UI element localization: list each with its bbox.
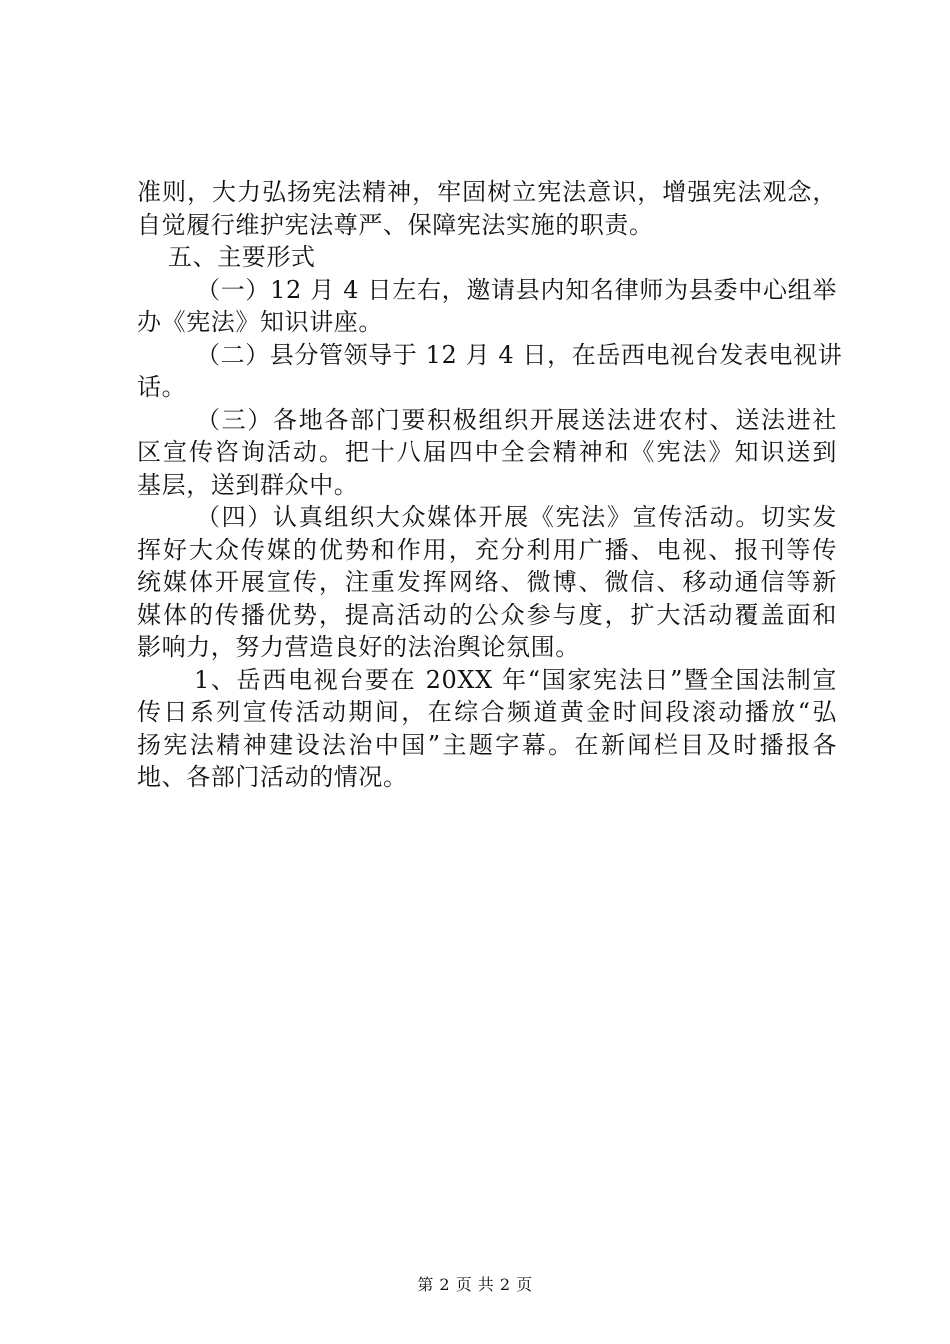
body-line: 挥好大众传媒的优势和作用，充分利用广播、电视、报刊等传 <box>137 535 837 564</box>
body-line: （一）12 月 4 日左右，邀请县内知名律师为县委中心组举 <box>196 275 837 304</box>
body-line: 准则，大力弘扬宪法精神，牢固树立宪法意识，增强宪法观念， <box>137 178 837 206</box>
body-line: （四）认真组织大众媒体开展《宪法》宣传活动。切实发 <box>196 503 837 531</box>
body-line: 1、岳西电视台要在 20XX 年“国家宪法日”暨全国法制宣 <box>194 665 837 694</box>
body-line: 办《宪法》知识讲座。 <box>137 308 383 336</box>
body-line: 基层，送到群众中。 <box>137 470 359 499</box>
body-line: 媒体的传播优势，提高活动的公众参与度，扩大活动覆盖面和 <box>137 600 837 629</box>
body-line: 自觉履行维护宪法尊严、保障宪法实施的职责。 <box>137 210 654 239</box>
document-body <box>137 176 843 794</box>
body-line: （三）各地各部门要积极组织开展送法进农村、送法进社 <box>196 405 837 434</box>
body-line: （二）县分管领导于 12 月 4 日，在岳西电视台发表电视讲 <box>196 340 843 369</box>
body-line: 地、各部门活动的情况。 <box>137 763 408 791</box>
body-line: 话。 <box>137 373 187 401</box>
page-footer: 第 2 页 共 2 页 <box>417 1275 533 1294</box>
section-heading: 五、主要形式 <box>168 243 316 271</box>
body-line: 扬宪法精神建设法治中国”主题字幕。在新闻栏目及时播报各 <box>137 730 837 759</box>
body-line: 传日系列宣传活动期间，在综合频道黄金时间段滚动播放“弘 <box>137 698 837 726</box>
body-line: 统媒体开展宣传，注重发挥网络、微博、微信、移动通信等新 <box>137 568 837 596</box>
body-line: 影响力，努力营造良好的法治舆论氛围。 <box>137 633 580 661</box>
body-line: 区宣传咨询活动。把十八届四中全会精神和《宪法》知识送到 <box>137 438 837 466</box>
